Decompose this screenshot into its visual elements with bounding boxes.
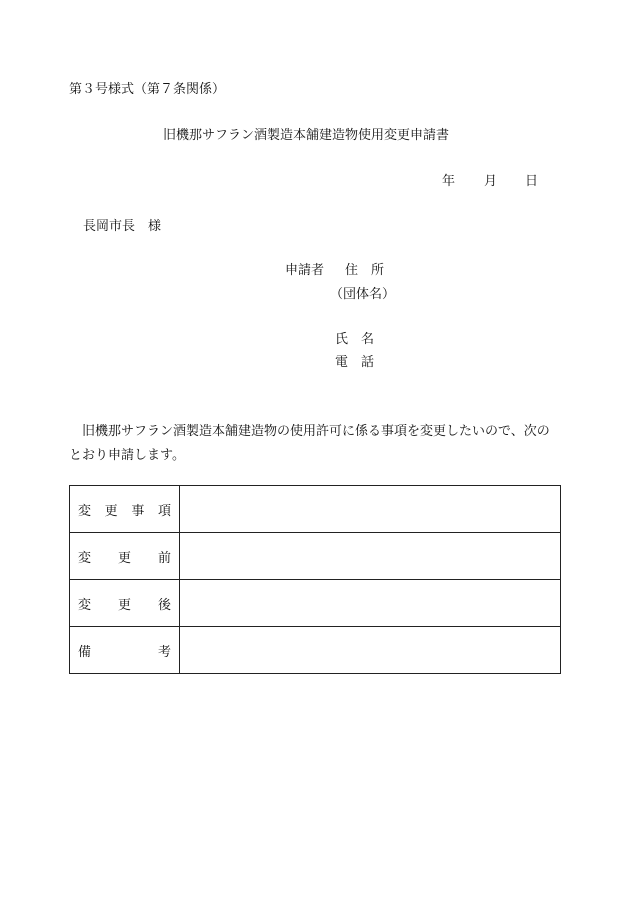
label-char: 更 (117, 597, 131, 613)
table-row (70, 580, 561, 627)
change-item-label (70, 486, 180, 533)
change-item-value-cell[interactable] (180, 486, 561, 533)
label-char: 変 (78, 597, 92, 613)
table-row (70, 627, 561, 674)
remarks-label (70, 627, 180, 674)
before-change-label (70, 533, 180, 580)
after-change-label (70, 580, 180, 627)
application-body-text: 旧機那サフラン酒製造本舗建造物の使用許可に係る事項を変更したいので、次のとおり申請します。 (69, 424, 550, 463)
remarks-value-cell[interactable] (180, 627, 561, 674)
applicant-label: 申請者 (285, 263, 325, 278)
name-label: 氏 名 (335, 332, 375, 347)
label-char: 後 (157, 597, 171, 613)
label-char: 事 (131, 503, 145, 519)
after-change-value-cell[interactable] (180, 580, 561, 627)
date-year-label: 年 (442, 174, 456, 189)
document-title: 旧機那サフラン酒製造本舗建造物使用変更申請書 (163, 128, 450, 143)
table-row (70, 486, 561, 533)
form-number: 第３号様式（第７条関係） (69, 82, 226, 97)
label-char: 変 (78, 503, 92, 519)
label-char: 更 (117, 550, 131, 566)
date-month-label: 月 (484, 174, 498, 189)
before-change-value-cell[interactable] (180, 533, 561, 580)
label-char: 変 (78, 550, 92, 566)
label-char: 考 (157, 644, 171, 660)
label-char: 項 (157, 503, 171, 519)
label-char: 前 (157, 550, 171, 566)
addressee: 長岡市長 様 (83, 219, 162, 234)
organization-label: （団体名） (330, 287, 396, 302)
date-day-label: 日 (525, 174, 539, 189)
change-details-table (69, 485, 561, 674)
label-char: 更 (104, 503, 118, 519)
phone-label: 電 話 (335, 355, 375, 370)
address-label: 住 所 (345, 263, 385, 278)
table-row (70, 533, 561, 580)
label-char: 備 (78, 644, 92, 660)
